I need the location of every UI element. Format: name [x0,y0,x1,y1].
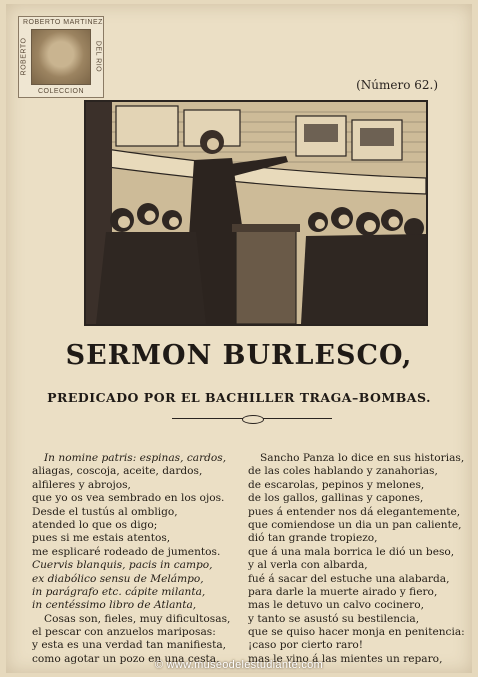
verse-line: fué á sacar del estuche una alabarda, [248,572,450,585]
verse-line: que yo os vea sembrado en los ojos. [32,492,225,505]
collection-stamp [18,16,104,98]
verse-line: de escarolas, pepinos y melones, [248,478,425,491]
sermon-subtitle: PREDICADO POR EL BACHILLER TRAGA–BOMBAS. [47,390,431,405]
verse-line: Cuervis blanquis, pacis in campo, [32,559,213,572]
verse-line: que se quiso hacer monja en penitencia: [248,626,465,639]
verse-line: para darle la muerte airado y fiero, [248,585,438,598]
verse-line: como agotar un pozo en una cesta, [32,652,220,665]
verse-line: y al verla con albarda, [248,559,368,572]
verse-line: que á una mala borrica le dió un beso, [248,545,455,558]
verse-line: y tanto se asustó su bestilencia, [248,612,420,625]
verse-line: pues si me estais atentos, [32,532,171,545]
verse-line: in centéssimo libro de Atlanta, [32,599,197,612]
verse-line: de las coles hablando y zanahorias, [248,465,438,478]
preacher-engraving [86,102,426,324]
verse-line: atended lo que os digo; [32,518,158,531]
left-text-column [32,452,242,666]
stamp-left-text: ROBERTO [20,37,28,76]
engraving-illustration [84,100,428,326]
verse-line: de los gallos, gallinas y capones, [248,492,424,505]
verse-line: que comiendose un dia un pan caliente, [248,518,462,531]
verse-line: ¡caso por cierto raro! [248,639,364,652]
stamp-right-text: DEL RIO [94,40,102,73]
verse-line: el pescar con anzuelos mariposas: [32,626,216,639]
sermon-title: SERMON BURLESCO, [65,340,413,371]
right-text-column [248,452,465,666]
verse-line: mas le detuvo un calvo cocinero, [248,599,424,612]
verse-line: Sancho Panza lo dice en sus historias, [260,452,465,464]
watermark: © www.museodelestudiante.com [154,659,324,671]
seal-image [31,29,91,85]
verse-line: Desde el tustús al ombligo, [32,505,178,518]
verse-line: Cosas son, fieles, muy dificultosas, [44,612,231,625]
verse-line: pues á entender nos dá elegantemente, [248,505,461,518]
verse-line: me esplicaré rodeado de jumentos. [32,545,221,558]
stamp-bottom-text: COLECCION [37,88,85,95]
verse-line: alfileres y abrojos, [32,478,131,491]
verse-line: ex diabólico sensu de Melámpo, [32,572,204,585]
stamp-top-text: ROBERTO MARTINEZ [23,19,103,26]
verse-line: mas le vino á las mientes un reparo, [248,652,443,665]
ornamental-rule [172,418,332,419]
issue-number: (Número 62.) [356,78,438,92]
verse-line: aliagas, coscoja, aceite, dardos, [32,465,203,478]
verse-line: In nomine patris: espinas, cardos, [44,452,227,464]
verse-line: dió tan grande tropiezo, [248,532,378,545]
verse-line: y esta es una verdad tan manifiesta, [32,639,227,652]
verse-line: in parágrafo etc. cápite milanta, [32,585,206,598]
